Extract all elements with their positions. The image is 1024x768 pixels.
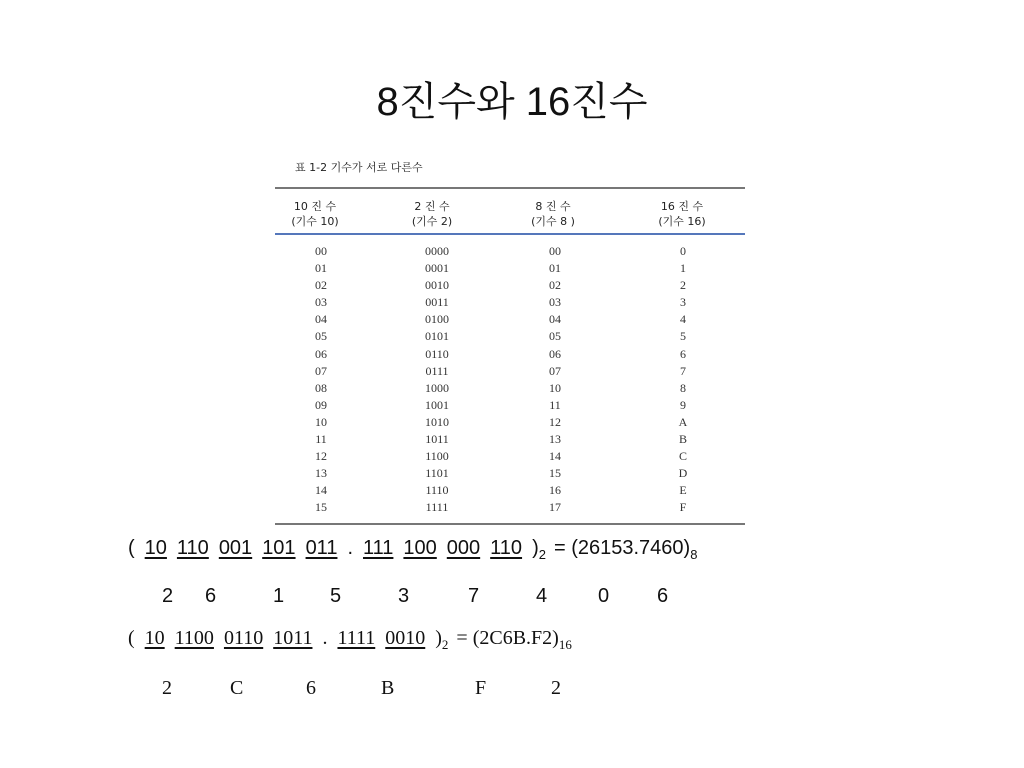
cell-hex: 0 [680,244,686,258]
cell-octal: 06 [549,346,561,361]
cell-hex: F [679,500,687,515]
header-hex-line1: 16 진 수 [660,200,704,213]
cell-decimal: 04 [315,312,327,327]
table-bottom-rule [275,523,745,525]
digit: 4 [536,585,548,607]
slide-title: 8진수와 16진수 [376,80,648,124]
cell-binary: 1010 [425,414,449,429]
cell-hex: 7 [680,363,686,378]
digit: 2 [551,677,561,699]
cell-hex: 8 [680,380,686,395]
digit: 0 [598,585,610,607]
cell-octal: 01 [549,261,561,276]
header-hex [622,199,742,229]
digit: 6 [657,585,669,607]
cell-decimal: 14 [315,483,327,498]
header-binary-line2: (기수 2) [411,215,453,228]
cell-octal: 16 [549,483,561,498]
fraction-bit-group: 0010 [385,627,426,649]
base-to: 16 [558,637,572,652]
digit: 2 [162,585,174,607]
column-hex [638,243,728,517]
open-paren: ( [128,537,135,559]
fraction-bit-group: 1111 [337,627,376,649]
bit-group: 10 [144,537,167,559]
column-decimal [276,243,366,517]
cell-binary: 0011 [425,295,449,310]
cell-binary: 1110 [425,483,449,498]
cell-decimal: 15 [315,500,327,515]
bit-group: 001 [218,537,253,559]
cell-binary: 1011 [425,432,449,447]
cell-octal: 00 [549,244,561,258]
cell-decimal: 01 [315,261,327,276]
column-octal [510,243,600,517]
cell-binary: 1111 [425,500,449,515]
cell-octal: 10 [549,380,561,395]
open-paren: ( [128,627,135,649]
cell-octal: 17 [549,500,561,515]
close-paren: ) [435,627,442,649]
cell-hex: A [678,414,688,429]
header-decimal [255,199,375,229]
cell-hex: 5 [680,329,686,344]
cell-binary: 0010 [425,278,449,293]
header-decimal-line1: 10 진 수 [293,200,337,213]
cell-octal: 02 [549,278,561,293]
cell-hex: B [678,432,687,447]
cell-decimal: 12 [315,449,327,464]
cell-hex: 6 [680,346,686,361]
hex-conversion-equation [128,627,572,653]
cell-decimal: 03 [315,295,327,310]
digit: 7 [468,585,480,607]
base-to: 8 [690,547,698,562]
cell-binary: 0001 [425,261,449,276]
digit: B [381,677,395,699]
fraction-bit-group: 000 [446,537,481,559]
cell-octal: 12 [549,414,561,429]
cell-octal: 05 [549,329,561,344]
radix-point: . [347,537,354,559]
bit-group: 101 [262,537,296,559]
cell-octal: 15 [549,466,561,481]
bit-group: 011 [305,537,338,559]
cell-octal: 07 [549,363,561,378]
cell-octal: 03 [549,295,561,310]
cell-decimal: 09 [315,397,327,412]
digit: 5 [330,585,342,607]
cell-decimal: 05 [315,329,327,344]
radix-point: . [322,627,328,649]
cell-decimal: 08 [315,380,327,395]
cell-hex: 3 [680,295,686,310]
cell-binary: 1101 [425,466,449,481]
cell-binary: 0100 [425,312,449,327]
digit: F [475,677,487,699]
cell-binary: 1100 [425,449,449,464]
cell-binary: 1000 [425,380,449,395]
cell-octal: 11 [549,397,561,412]
base-from: 2 [538,547,546,562]
cell-hex: D [678,466,688,481]
fraction-bit-group: 100 [403,537,437,559]
cell-binary: 0111 [425,363,449,378]
fraction-bit-group: 110 [490,537,523,559]
close-paren: ) [532,537,539,559]
cell-hex: E [679,483,687,498]
digit: 6 [306,677,316,699]
digit: 1 [273,585,285,607]
digit: 3 [398,585,410,607]
cell-decimal: 06 [315,346,327,361]
header-decimal-line2: (기수 10) [291,215,339,228]
cell-hex: C [678,449,687,464]
bit-group: 1011 [273,627,313,649]
header-octal [493,199,613,229]
table-header-rule [275,233,745,235]
cell-octal: 14 [549,449,561,464]
digit: 6 [205,585,217,607]
header-binary [372,199,492,229]
cell-hex: 4 [680,312,686,327]
header-binary-line1: 2 진 수 [414,200,450,213]
result: = (26153.7460) [553,537,691,559]
cell-decimal: 02 [315,278,327,293]
octal-conversion-equation [128,537,697,562]
cell-hex: 2 [680,278,686,293]
table-caption: 표 1-2 기수가 서로 다른수 [295,161,423,174]
header-octal-line1: 8 진 수 [535,200,571,213]
cell-decimal: 11 [315,432,327,447]
column-binary [392,243,482,517]
cell-octal: 04 [549,312,561,327]
table-top-rule [275,187,745,189]
digit: 2 [162,677,172,699]
cell-decimal: 07 [315,363,327,378]
cell-binary: 0000 [425,244,449,258]
cell-binary: 0110 [425,346,449,361]
cell-decimal: 00 [315,244,327,258]
base-from: 2 [441,637,449,652]
cell-octal: 13 [549,432,561,447]
bit-group: 110 [176,537,209,559]
cell-binary: 0101 [425,329,449,344]
fraction-bit-group: 111 [363,537,394,559]
cell-decimal: 13 [315,466,327,481]
header-octal-line2: (기수 8 ) [531,215,575,228]
cell-decimal: 10 [315,414,327,429]
bit-group: 0110 [223,627,264,649]
cell-hex: 1 [680,261,686,276]
header-hex-line2: (기수 16) [658,215,706,228]
bit-group: 10 [144,627,165,649]
bit-group: 1100 [174,627,214,649]
cell-binary: 1001 [425,397,449,412]
digit: C [230,677,244,699]
result: = (2C6B.F2) [456,627,559,649]
cell-hex: 9 [680,397,686,412]
